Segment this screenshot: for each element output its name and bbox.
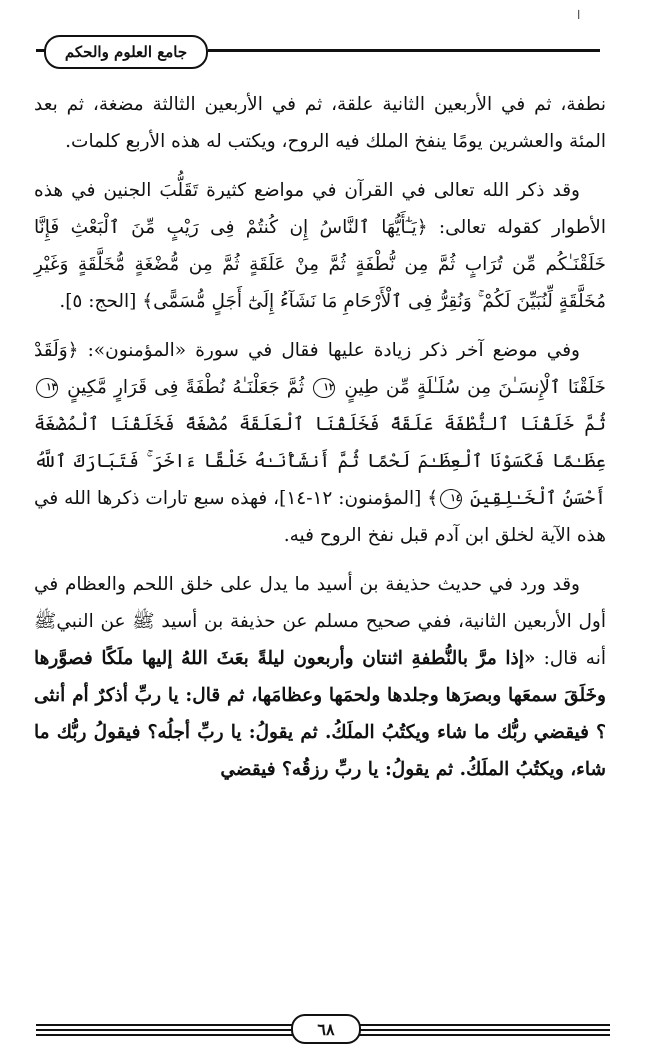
corner-mark: ا [577, 8, 581, 22]
verse-text-3: ثُمَّ خَلَقْنَا ٱلنُّطْفَةَ عَلَقَةً فَخَلَقْنَا ٱلْعَلَقَةَ مُضْغَةً فَخَلَقْنَا ٱلْمُضْغَةَ عِظَـٰمًا فَكَسَوْنَا ٱلْعِظَـٰمَ لَحْمًا ثُمَّ أَنشَأْنَـٰهُ خَلْقًا ءَاخَرَ ۚ فَتَبَارَكَ ٱللَّهُ أَحْسَنُ ٱلْخَـٰلِقِينَ [34, 414, 606, 509]
running-header [44, 35, 208, 69]
verse-number-marker: ١٣ [36, 378, 58, 398]
paragraph-2 [34, 172, 606, 320]
verse-text-4: ﴾ [المؤمنون: ١٢-١٤]، فهذه سبع تارات ذكرها الله في هذه الآية لخلق ابن آدم قبل نفخ الروح فيه. [34, 488, 606, 546]
page-number-badge [291, 1014, 361, 1044]
paragraph-4-text: وقد ورد في حديث حذيفة بن أسيد ما يدل على خلق اللحم والعظام في أول الأربعين الثانية، ففي صحيح مسلم عن حذيفة بن أسيد ﷺ عن النبيﷺ أنه قال: [34, 574, 607, 669]
book-title: جامع العلوم والحكم [64, 43, 188, 61]
verse-text-1: وفي موضع آخر ذكر زيادة عليها فقال في سورة «المؤمنون»: ﴿وَلَقَدْ خَلَقْنَا ٱلْإِنسَـٰنَ مِن سُلَـٰلَةٍ مِّن طِينٍ [34, 340, 606, 398]
verse-number-marker: ١٢ [313, 378, 335, 398]
page-body [34, 86, 606, 788]
header-rule [208, 49, 600, 52]
hadith-quote: «إذا مرَّ بالنُّطفةِ اثنتان وأربعون ليلةً بعَثَ اللهُ إليها ملَكًا فصوَّرها وخَلَقَ سمعَها وبصرَها وجلدها ولحمَها وعظامَها، ثم قال: يا ربِّ أذكرٌ أم أنثى ؟ فيقضي ربُّك ما شاء ويكتُبُ الملَكُ. ثم يقولُ: يا ربِّ أجلُه؟ فيقولُ ربُّك ما شاء، ويكتُبُ الملَكُ. ثم يقولُ: يا ربِّ رزقُه؟ فيقضي [34, 648, 606, 780]
verse-number-marker: ١٤ [440, 489, 462, 509]
page-number: ٦٨ [317, 1019, 335, 1039]
paragraph-2-text: وقد ذكر الله تعالى في القرآن في مواضع كثيرة تَقَلُّبَ الجنين في هذه الأطوار كقوله تعالى: ﴿يَـٰٓأَيُّهَا ٱلنَّاسُ إِن كُنتُمْ فِى رَيْبٍ مِّنَ ٱلْبَعْثِ فَإِنَّا خَلَقْنَـٰكُم مِّن تُرَابٍ ثُمَّ مِن نُّطْفَةٍ ثُمَّ مِنْ عَلَقَةٍ ثُمَّ مِن مُّضْغَةٍ مُّخَلَّقَةٍ وَغَيْرِ مُخَلَّقَةٍ لِّنُبَيِّنَ لَكُمْ ۚ وَنُقِرُّ فِى ٱلْأَرْحَامِ مَا نَشَآءُ إِلَىٰٓ أَجَلٍ مُّسَمًّى﴾ [الحج: ٥]. [34, 180, 606, 312]
verse-text-2: ثُمَّ جَعَلْنَـٰهُ نُطْفَةً فِى قَرَارٍ مَّكِينٍ [67, 377, 305, 398]
paragraph-1: نطفة، ثم في الأربعين الثانية علقة، ثم في الأربعين الثالثة مضغة، ثم بعد المئة والعشرين يومًا ينفخ الملك فيه الروح، ويكتب له هذه الأربع كلمات. [34, 94, 606, 152]
paragraph-3 [34, 332, 606, 554]
paragraph-4 [34, 566, 606, 788]
